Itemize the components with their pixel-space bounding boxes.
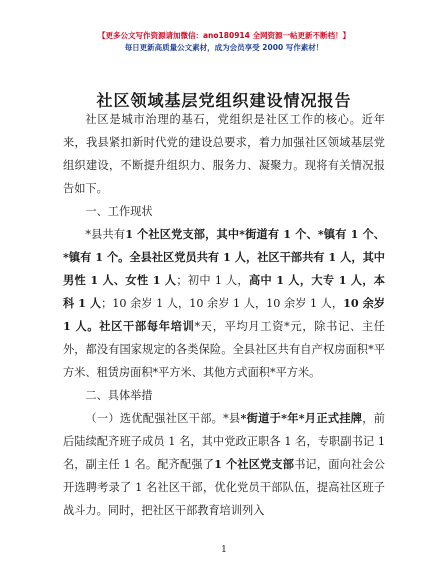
text-run-bold: 社区干部每年培训 (99, 319, 195, 333)
intro-paragraph: 社区是城市治理的基石，党组织是社区工作的核心。近年来，我县紧扣新时代党的建设总要求，着力加强社区领域基层党组织建设，不断提升组织力、服务力、凝聚力。现将有关情况报告如下。 (63, 113, 385, 195)
text-run: 书记，面向社会公开选聘考录了 1 名社区干部，优化党员干部队伍，提高社区班子战斗力。同时，把社区干部教育培训列入 (63, 458, 385, 517)
text-run: ；10 余岁 1 人，10 余岁 1 人，10 余岁 1 人， (101, 297, 344, 310)
text-run-bold: 1 个社区党支部 (125, 227, 206, 241)
text-run: *天，平均月工资*元，除书记、主任外，都没有国家规定的各类保险。全县社区共有自产权房面积*平方米、租赁房面积*平方米、其他方式面积*平方米。 (63, 320, 385, 379)
text-run: （一）选优配强社区干部。*县 (85, 412, 241, 425)
text-run-bold: 全县社区党员共有 1 人，社区干部共有 1 人，其中男性 1 人、女性 1 人 (63, 250, 385, 287)
document-title: 社区领域基层党组织建设情况报告 (96, 91, 352, 110)
header-banner (0, 30, 448, 54)
banner-line-1: 【更多公文写作资源请加微信：ano180914 全网资源一帖更新不断档！】 (98, 31, 350, 40)
page-number: 1 (221, 545, 227, 555)
document-body (63, 108, 385, 522)
text-run-bold: *街道于*年*月正式挂牌 (240, 411, 363, 425)
banner-line-2: 每日更新高质量公文素材，成为会员享受 2000 写作素材！ (124, 43, 324, 52)
section-heading-2: 二、具体举措 (85, 389, 153, 402)
status-paragraph (63, 223, 385, 384)
text-run-bold: 10 余岁 1 人。 (63, 296, 385, 333)
text-run-bold: 1 个社区党支部 (214, 457, 295, 471)
text-run: *县共有 (85, 228, 126, 241)
text-run-bold: 高中 1 人，大专 1 人，本科 1 人 (63, 273, 385, 310)
text-run: ；初中 1 人， (176, 274, 249, 287)
text-run-bold: ，其中*街道有 1 个、*镇有 1 个、*镇有 1 个。 (63, 227, 385, 264)
section-heading-1: 一、工作现状 (85, 205, 153, 218)
measures-paragraph (63, 407, 385, 522)
text-run: ，前后陆续配齐班子成员 1 名，其中党政正职各 1 名，专职副书记 1 名，副主任 1 名。配齐配强了 (63, 412, 385, 471)
